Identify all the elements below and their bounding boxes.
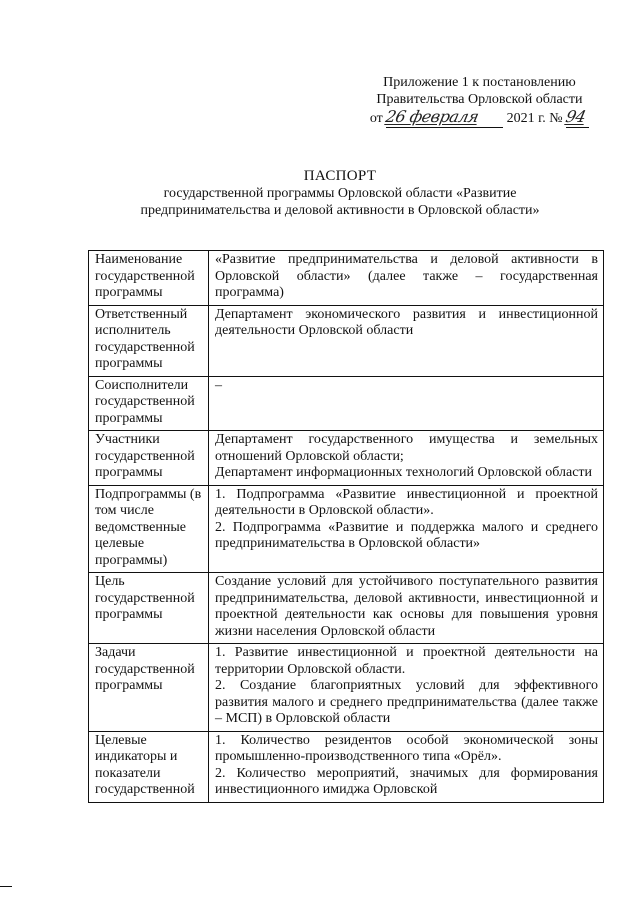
table-row — [89, 485, 604, 573]
passport-table — [88, 250, 604, 803]
table-row — [89, 644, 604, 732]
handwritten-date: 26 февраля — [384, 107, 481, 126]
row-value: 1. Развитие инвестиционной и проектной деятельности на территории Орловской области. 2. Создание благоприятных условий для эффективного развития малого и среднего предпринимательства (далее также – МСП) в Орловской области — [209, 644, 604, 732]
table-row — [89, 251, 604, 306]
row-label: Подпрограммы (в том числе ведомственные целевые программы) — [89, 485, 209, 573]
row-label: Соисполнители государственной программы — [89, 376, 209, 431]
row-label: Задачи государственной программы — [89, 644, 209, 732]
row-label: Целевые индикаторы и показатели государственной — [89, 731, 209, 802]
row-label: Участники государственной программы — [89, 431, 209, 486]
table-row — [89, 573, 604, 644]
date-prefix: от — [369, 111, 383, 126]
row-value: 1. Количество резидентов особой экономической зоны промышленно-производственного типа «Орёл». 2. Количество мероприятий, значимых для формирования инвестиционного имиджа Орловской — [209, 731, 604, 802]
table-row — [89, 431, 604, 486]
page-edge-mark — [0, 886, 12, 887]
row-label: Ответственный исполнитель государственной программы — [89, 305, 209, 376]
number-field — [566, 108, 589, 128]
appendix-header — [370, 74, 589, 128]
appendix-line-1: Приложение 1 к постановлению — [383, 75, 576, 90]
appendix-line-2: Правительства Орловской области — [376, 92, 583, 107]
year-text: 2021 г. № — [506, 111, 563, 126]
row-label: Цель государственной программы — [89, 573, 209, 644]
row-value: – — [209, 376, 604, 431]
subtitle-line-1: государственной программы Орловской области «Развитие — [163, 186, 517, 201]
handwritten-number: 94 — [564, 107, 588, 126]
row-value: «Развитие предпринимательства и деловой активности в Орловской области» (далее также – государственная программа) — [209, 251, 604, 306]
table-row — [89, 376, 604, 431]
table-row — [89, 305, 604, 376]
appendix-date-line — [370, 108, 589, 128]
document-title — [60, 168, 620, 219]
row-value: Департамент государственного имущества и земельных отношений Орловской области; Департамент информационных технологий Орловской области — [209, 431, 604, 486]
row-value: 1. Подпрограмма «Развитие инвестиционной и проектной деятельности в Орловской области». 2. Подпрограмма «Развитие и поддержка малого и среднего предпринимательства в Орловской области» — [209, 485, 604, 573]
row-value: Создание условий для устойчивого поступательного развития предпринимательства, деловой активности, инвестиционной и проектной деятельности как основы для повышения уровня жизни населения Орловской области — [209, 573, 604, 644]
row-label: Наименование государственной программы — [89, 251, 209, 306]
table-row — [89, 731, 604, 802]
subtitle-line-2: предпринимательства и деловой активности в Орловской области» — [140, 203, 540, 218]
date-field — [386, 108, 503, 128]
row-value: Департамент экономического развития и инвестиционной деятельности Орловской области — [209, 305, 604, 376]
passport-heading: ПАСПОРТ — [303, 168, 377, 184]
